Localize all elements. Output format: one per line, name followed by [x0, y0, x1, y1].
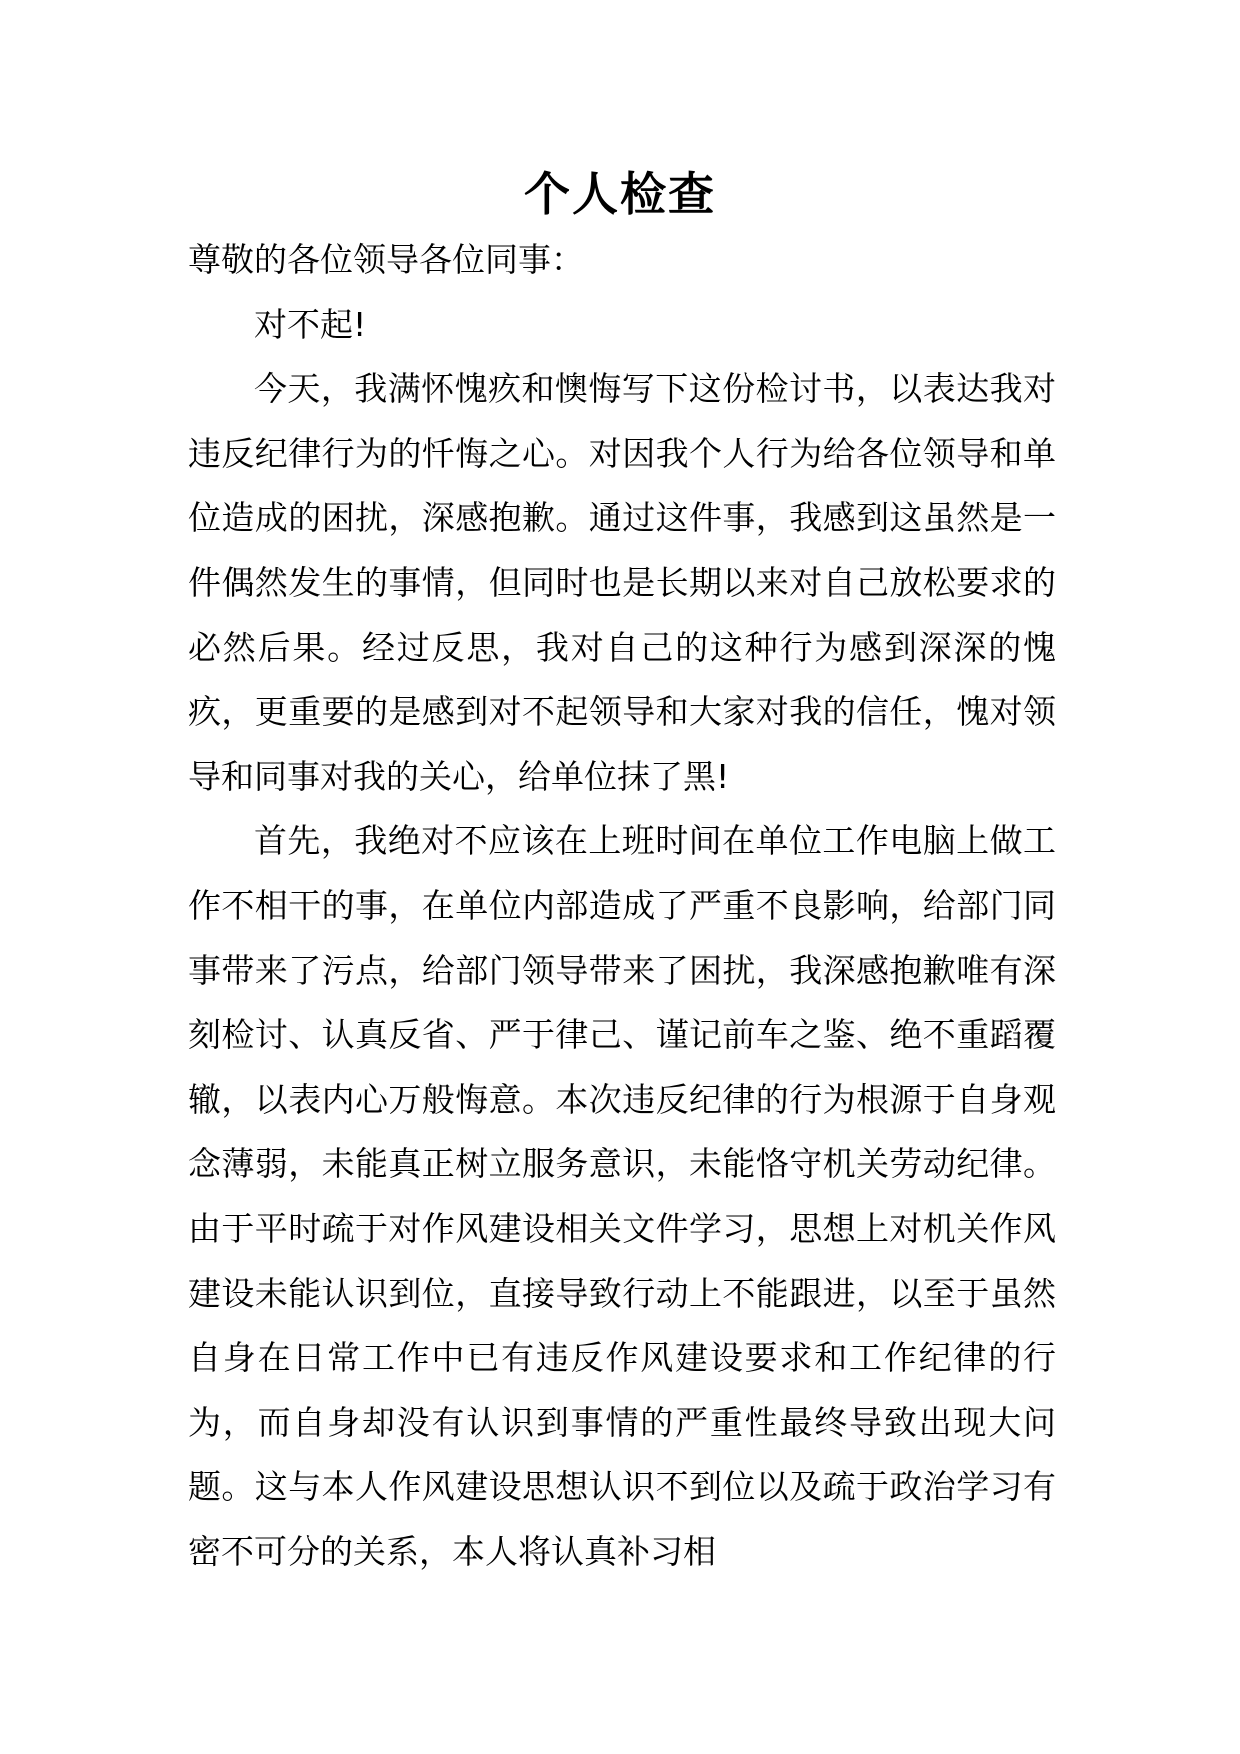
paragraph-apology: 对不起!	[254, 304, 367, 344]
document-body	[188, 228, 1056, 1584]
document-title: 个人检查	[524, 167, 716, 221]
paragraph-first-point: 首先，我绝对不应该在上班时间在单位工作电脑上做工作不相干的事，在单位内部造成了严重不良影响，给部门同事带来了污点，给部门领导带来了困扰，我深感抱歉唯有深刻检讨、认真反省、严于律己、谨记前车之鉴、绝不重蹈覆辙，以表内心万般悔意。本次违反纪律的行为根源于自身观念薄弱，未能真正树立服务意识，未能恪守机关劳动纪律。由于平时疏于对作风建设相关文件学习，思想上对机关作风建设未能认识到位，直接导致行动上不能跟进，以至于虽然自身在日常工作中已有违反作风建设要求和工作纪律的行为，而自身却没有认识到事情的严重性最终导致出现大问题。这与本人作风建设思想认识不到位以及疏于政治学习有密不可分的关系，本人将认真补习相	[188, 821, 1056, 1571]
paragraph-reflection: 今天，我满怀愧疚和懊悔写下这份检讨书，以表达我对违反纪律行为的忏悔之心。对因我个人行为给各位领导和单位造成的困扰，深感抱歉。通过这件事，我感到这虽然是一件偶然发生的事情，但同时也是长期以来对自己放松要求的必然后果。经过反思，我对自己的这种行为感到深深的愧疚，更重要的是感到对不起领导和大家对我的信任，愧对领导和同事对我的关心，给单位抹了黑!	[188, 369, 1056, 796]
salutation: 尊敬的各位领导各位同事：	[188, 240, 584, 279]
